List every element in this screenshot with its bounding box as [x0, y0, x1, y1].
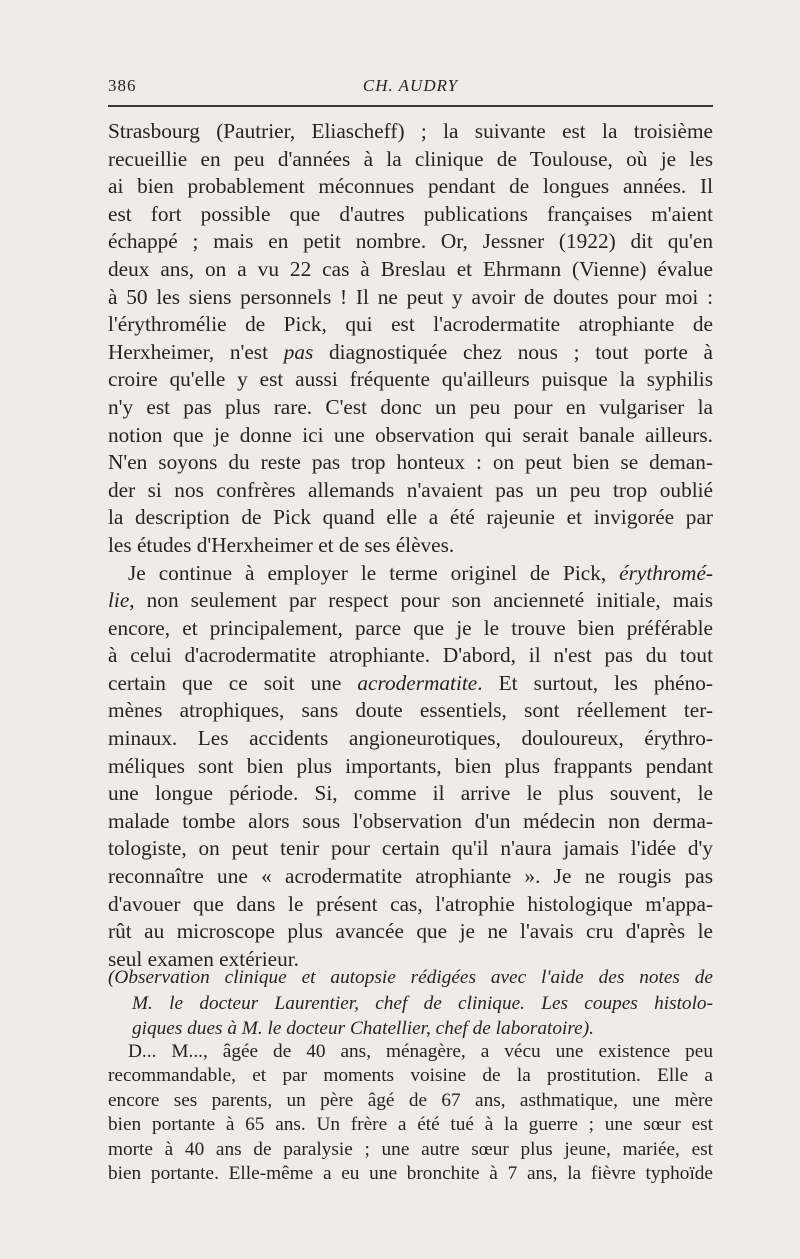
text-segment: , non seulement par respect pour son ancienneté initiale, mais [129, 588, 713, 613]
text-segment: diagnostiquée chez nous ; tout porte à [313, 339, 713, 364]
header-rule [108, 105, 713, 107]
text-line: seul examen extérieur. [108, 946, 299, 971]
text-line: échappé ; mais en petit nombre. Or, Jessner (1922) dit qu'en [108, 229, 713, 254]
text-segment: Je continue à employer le terme originel de Pick, [128, 560, 620, 585]
text-segment: . Et surtout, les phéno- [477, 670, 713, 695]
text-line [108, 587, 713, 615]
text-line: malade tombe alors sous l'observation d'un médecin non derma- [108, 808, 713, 833]
text-line [108, 339, 713, 367]
text-line: rût au microscope plus avancée que je ne l'avais cru d'après le [108, 919, 713, 944]
text-line: la description de Pick quand elle a été rajeunie et invigorée par [108, 505, 713, 530]
text-line: bien portante à 65 ans. Un frère a été tué à la guerre ; une sœur est [108, 1114, 713, 1136]
text-line: l'érythromélie de Pick, qui est l'acrodermatite atrophiante de [108, 312, 713, 337]
text-line: les études d'Herxheimer et de ses élèves. [108, 532, 455, 557]
page-number: 386 [108, 76, 137, 95]
text-line: méliques sont bien plus importants, bien plus frappants pendant [108, 753, 713, 778]
text-line: d'avouer que dans le présent cas, l'atrophie histologique m'appa- [108, 891, 713, 916]
text-line: morte à 40 ans de paralysie ; une autre sœur plus jeune, mariée, est [108, 1138, 713, 1160]
running-head: CH. AUDRY [362, 76, 459, 95]
text-line: Strasbourg (Pautrier, Eliascheff) ; la suivante est la troisième [108, 119, 713, 143]
text-line: deux ans, on a vu 22 cas à Breslau et Ehrmann (Vienne) évalue [108, 256, 713, 281]
italic-term: acrodermatite [357, 670, 478, 695]
paragraph-2 [108, 560, 713, 974]
observation-note [108, 965, 713, 1042]
text-line: reconnaître une « acrodermatite atrophiante ». Je ne rougis pas [108, 864, 713, 889]
text-line: N'en soyons du reste pas trop honteux : on peut bien se deman- [108, 450, 713, 475]
text-line: bien portante. Elle-même a eu une bronchite à 7 ans, la fièvre typhoïde [108, 1162, 713, 1184]
text-line: tologiste, on peut tenir pour certain qu'il n'aura jamais l'idée d'y [108, 836, 713, 861]
text-line: recommandable, et par moments voisine de la prostitution. Elle a [108, 1065, 713, 1087]
text-line: der si nos confrères allemands n'avaient pas un peu trop oublié [108, 477, 713, 502]
page-header [108, 76, 713, 100]
text-line: une longue période. Si, comme il arrive le plus souvent, le [108, 781, 713, 806]
italic-term: pas [283, 339, 314, 364]
text-line [108, 670, 713, 698]
italic-term: érythromé- [619, 560, 713, 585]
text-line: à 50 les siens personnels ! Il ne peut y avoir de doutes pour moi : [108, 284, 713, 309]
text-segment: Herxheimer, n'est [108, 339, 284, 364]
text-line: mènes atrophiques, sans doute essentiels, sont réellement ter- [108, 698, 713, 723]
text-line: croire qu'elle y est aussi fréquente qu'ailleurs puisque la syphilis [108, 367, 713, 392]
text-line [108, 560, 713, 588]
text-line: n'y est pas plus rare. C'est donc un peu pour en vulgariser la [108, 394, 713, 419]
text-segment: certain que ce soit une [108, 670, 358, 695]
text-line: giques dues à M. le docteur Chatellier, chef de laboratoire). [132, 1018, 594, 1040]
text-line: encore ses parents, un père âgé de 67 ans, asthmatique, une mère [108, 1089, 713, 1111]
main-text [108, 118, 713, 973]
text-line: D... M..., âgée de 40 ans, ménagère, a vécu une existence peu [128, 1041, 713, 1062]
text-line: ai bien probablement méconnues pendant de longues années. Il [108, 174, 713, 199]
text-line: minaux. Les accidents angioneurotiques, douloureux, érythro- [108, 726, 713, 751]
observation-text [108, 1040, 713, 1186]
paragraph-1 [108, 118, 713, 560]
text-line: à celui d'acrodermatite atrophiante. D'abord, il n'est pas du tout [108, 643, 713, 668]
italic-term: lie [108, 588, 130, 613]
text-line: (Observation clinique et autopsie rédigées avec l'aide des notes de [108, 967, 713, 988]
text-line: M. le docteur Laurentier, chef de clinique. Les coupes histolo- [132, 992, 713, 1014]
text-line: notion que je donne ici une observation qui serait banale ailleurs. [108, 422, 713, 447]
text-line: recueillie en peu d'années à la clinique de Toulouse, où je les [108, 146, 713, 171]
text-line: est fort possible que d'autres publications françaises m'aient [108, 201, 713, 226]
text-line: encore, et principalement, parce que je le trouve bien préférable [108, 615, 713, 640]
